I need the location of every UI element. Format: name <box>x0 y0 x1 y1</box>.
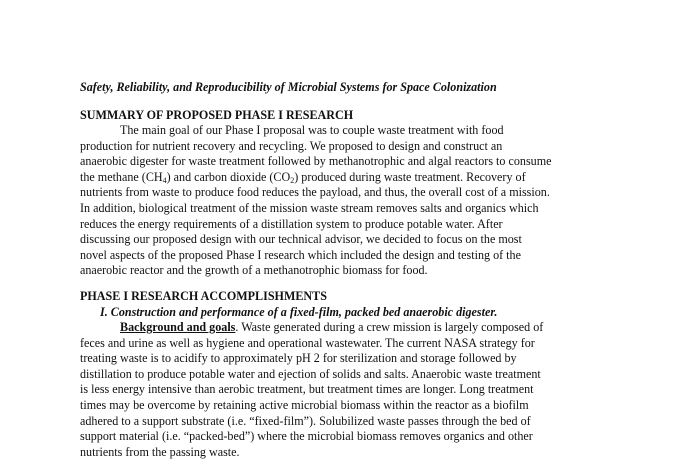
document-page <box>80 79 600 460</box>
summary-paragraph <box>80 123 600 279</box>
paragraph-line: adhered to a support substrate (i.e. “fixed-film”). Solubilized waste passes through the bed of <box>80 413 531 428</box>
paragraph-line-first <box>80 320 600 336</box>
document-title: Safety, Reliability, and Reproducibility of Microbial Systems for Space Colonization <box>80 80 497 94</box>
paragraph-line: reduces the energy requirements of a distillation system to produce potable water. After <box>80 216 503 231</box>
paragraph-line: The main goal of our Phase I proposal was to couple waste treatment with food <box>120 123 504 137</box>
paragraph-line: nutrients from waste to produce food reduces the payload, and thus, the overall cost of a mission. <box>80 185 550 200</box>
text-run: . Waste generated during a crew mission is largely composed of <box>235 319 544 334</box>
section-subheading: I. Construction and performance of a fixed-film, packed bed anaerobic digester. <box>100 304 498 319</box>
paragraph-line: treating waste is to acidify to approximately pH 2 for sterilization and storage followed by <box>80 351 517 366</box>
subscript: 2 <box>290 175 295 185</box>
subscript: 4 <box>162 175 167 185</box>
paragraph-line: nutrients from the passing waste. <box>80 444 240 459</box>
background-goals-label: Background and goals <box>120 319 236 334</box>
text-run: the methane (CH <box>80 169 163 184</box>
paragraph-line: novel aspects of the proposed Phase I research which included the design and testing of the <box>80 247 521 262</box>
paragraph-line: support material (i.e. “packed-bed”) where the microbial biomass removes organics and other <box>80 429 533 444</box>
paragraph-line: distillation to produce potable water and ejection of solids and salts. Anaerobic waste treatment <box>80 366 541 381</box>
summary-heading: SUMMARY OF PROPOSED PHASE I RESEARCH <box>80 108 354 122</box>
accomplishments-heading: PHASE I RESEARCH ACCOMPLISHMENTS <box>80 288 327 303</box>
paragraph-line-formulas <box>80 170 600 186</box>
paragraph-line: In addition, biological treatment of the mission waste stream removes salts and organics which <box>80 200 539 215</box>
paragraph-line: times may be overcome by retaining active microbial biomass within the reactor as a biofilm <box>80 397 529 412</box>
paragraph-line: discussing our proposed design with our technical advisor, we decided to focus on the most <box>80 232 522 247</box>
accomplishments-paragraph <box>80 320 600 460</box>
paragraph-line: anaerobic reactor and the growth of a methanotrophic biomass for food. <box>80 263 428 278</box>
paragraph-line: is less energy intensive than aerobic treatment, but treatment times are longer. Long treatment <box>80 382 534 397</box>
text-run: ) and carbon dioxide (CO <box>166 169 291 184</box>
text-run: ) produced during waste treatment. Recovery of <box>294 169 526 184</box>
paragraph-line: anaerobic digester for waste treatment followed by methanotrophic and algal reactors to consume <box>80 154 552 169</box>
paragraph-line: feces and urine as well as hygiene and operational wastewater. The current NASA strategy for <box>80 335 535 350</box>
paragraph-line: production for nutrient recovery and recycling. We proposed to design and construct an <box>80 138 503 153</box>
